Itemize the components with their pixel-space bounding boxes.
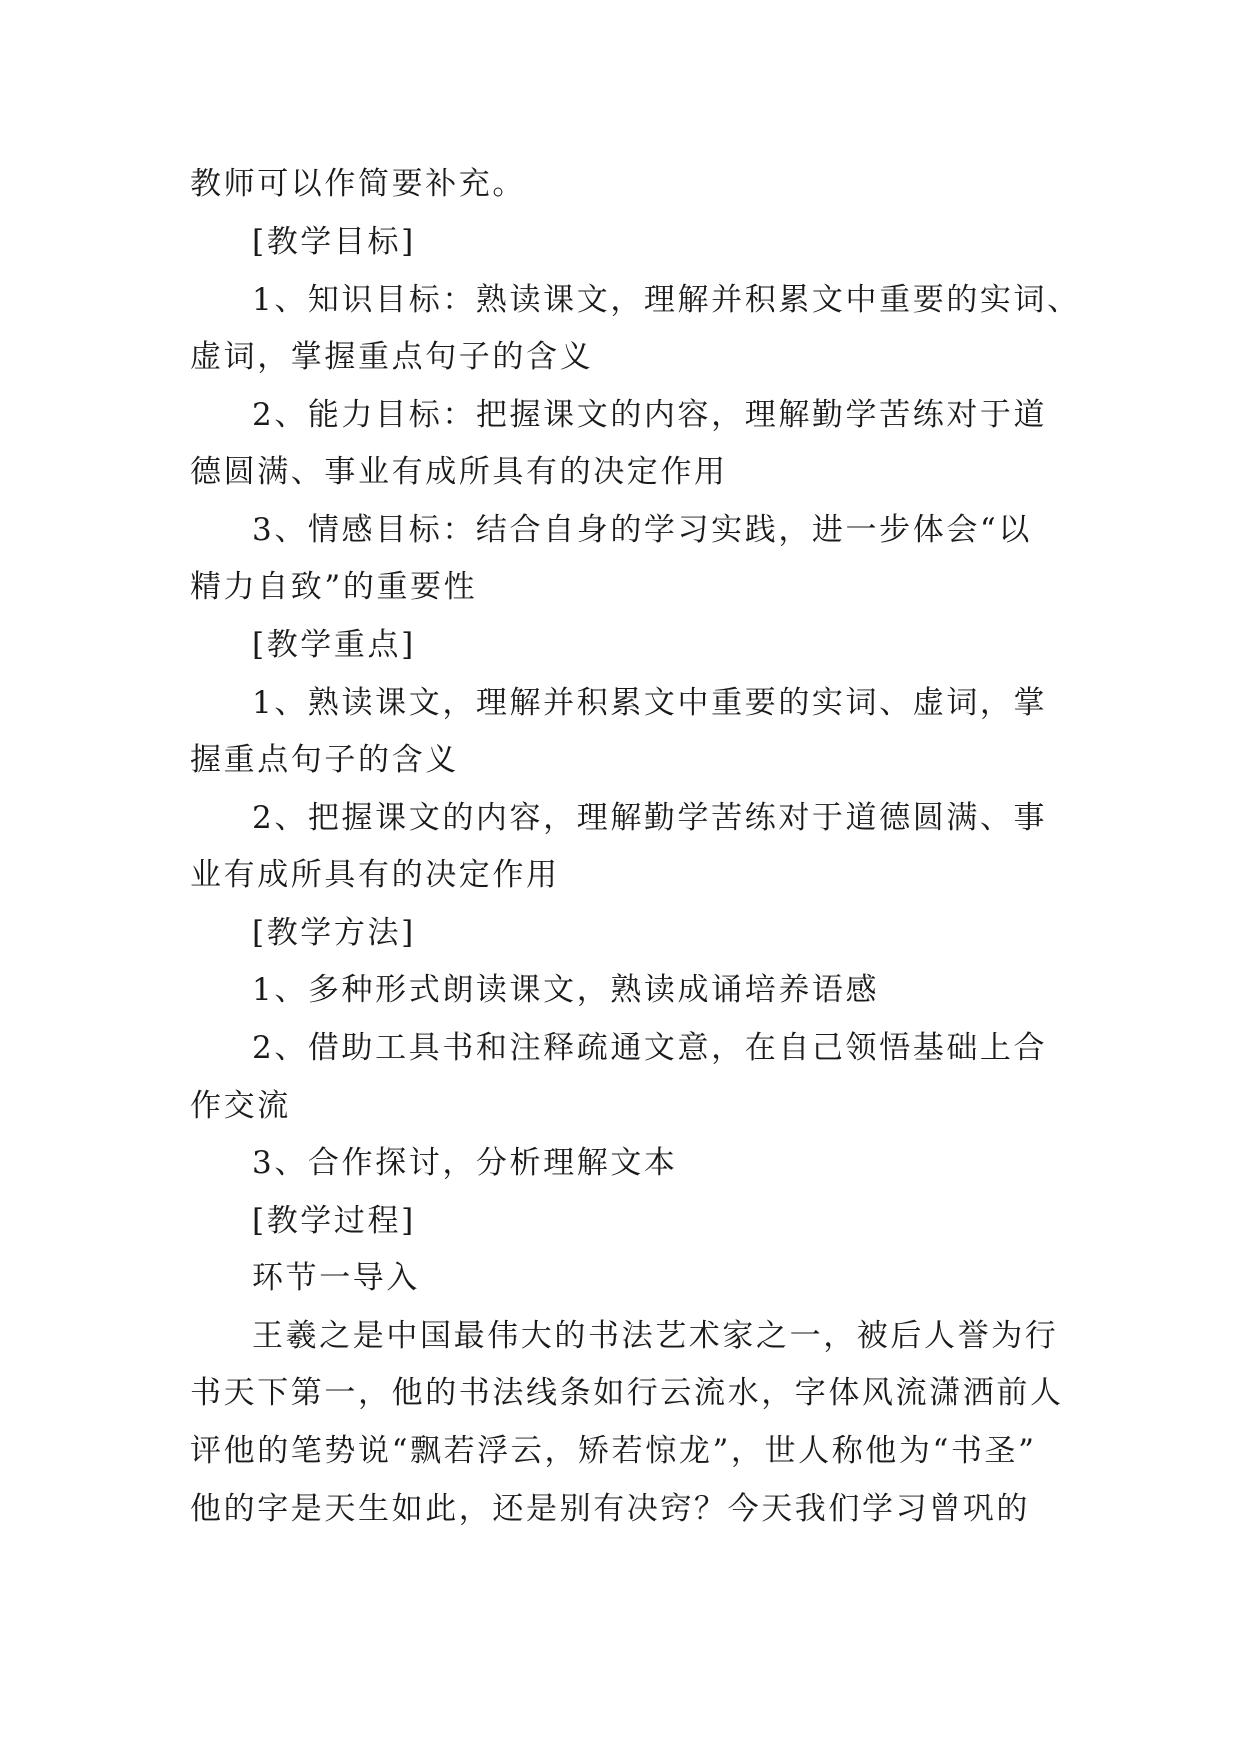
text-line: 德圆满、事业有成所具有的决定作用 <box>190 454 728 490</box>
text-line: 王羲之是中国最伟大的书法艺术家之一，被后人誉为行 <box>252 1318 1059 1354</box>
text-line: 教师可以作简要补充。 <box>190 166 526 202</box>
text-line: 业有成所具有的决定作用 <box>190 857 560 893</box>
section-heading-objectives: [教学目标] <box>252 224 416 260</box>
text-line: 虚词，掌握重点句子的含义 <box>190 339 594 375</box>
section-heading-process: [教学过程] <box>252 1203 416 1239</box>
text-line: 1、知识目标：熟读课文，理解并积累文中重要的实词、 <box>252 282 1081 318</box>
subsection-heading: 环节一导入 <box>252 1260 420 1296</box>
text-line: 书天下第一，他的书法线条如行云流水，字体风流潇洒前人 <box>190 1375 1064 1411</box>
text-line: 评他的笔势说“飘若浮云，矫若惊龙”，世人称他为“书圣” <box>190 1433 1037 1469</box>
text-line: 握重点句子的含义 <box>190 742 459 778</box>
text-line: 1、多种形式朗读课文，熟读成诵培养语感 <box>252 972 880 1008</box>
text-line: 精力自致”的重要性 <box>190 569 478 605</box>
text-line: 2、把握课文的内容，理解勤学苦练对于道德圆满、事 <box>252 800 1048 836</box>
text-line: 他的字是天生如此，还是别有决窍？今天我们学习曾巩的 <box>190 1491 1030 1527</box>
text-line: 3、合作探讨，分析理解文本 <box>252 1145 678 1181</box>
section-heading-key-points: [教学重点] <box>252 627 416 663</box>
text-line: 2、借助工具书和注释疏通文意，在自己领悟基础上合 <box>252 1030 1048 1066</box>
section-heading-methods: [教学方法] <box>252 915 416 951</box>
text-line: 1、熟读课文，理解并积累文中重要的实词、虚词，掌 <box>252 685 1048 721</box>
text-line: 3、情感目标：结合自身的学习实践，进一步体会“以 <box>252 512 1032 548</box>
text-line: 作交流 <box>190 1088 291 1124</box>
text-line: 2、能力目标：把握课文的内容，理解勤学苦练对于道 <box>252 397 1048 433</box>
